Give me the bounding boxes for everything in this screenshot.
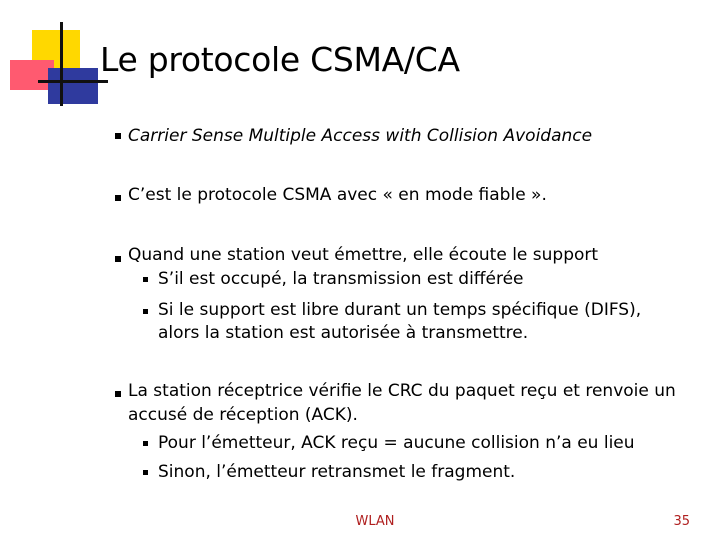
sub-bullet-icon — [143, 309, 148, 314]
bullet-icon — [115, 133, 121, 139]
bullet-1-text: Carrier Sense Multiple Access with Collision Avoidance — [128, 126, 593, 146]
page-number: 35 — [673, 514, 690, 529]
bullet-3-sub-2-line-2: alors la station est autorisée à transmettre. — [158, 323, 529, 343]
deco-horizontal-line — [38, 80, 108, 83]
bullet-icon — [115, 195, 121, 201]
footer-label: WLAN — [355, 514, 395, 529]
bullet-3-text: Quand une station veut émettre, elle écoute le support — [128, 245, 599, 265]
bullet-icon — [115, 256, 121, 262]
bullet-2-text: C’est le protocole CSMA avec « en mode fiable ». — [128, 185, 547, 205]
sub-bullet-icon — [143, 277, 148, 282]
bullet-4-sub-1-text: Pour l’émetteur, ACK reçu = aucune collision n’a eu lieu — [158, 433, 635, 453]
sub-bullet-icon — [143, 441, 148, 446]
deco-blue-square — [48, 68, 98, 104]
bullet-4-line-2: accusé de réception (ACK). — [128, 405, 358, 425]
bullet-4-line-1: La station réceptrice vérifie le CRC du paquet reçu et renvoie un — [128, 381, 676, 401]
bullet-3-sub-2-line-1: Si le support est libre durant un temps spécifique (DIFS), — [158, 300, 642, 320]
bullet-icon — [115, 391, 121, 397]
sub-bullet-icon — [143, 470, 148, 475]
bullet-4-sub-2-text: Sinon, l’émetteur retransmet le fragment. — [158, 462, 516, 482]
slide-title: Le protocole CSMA/CA — [100, 40, 460, 79]
deco-vertical-line — [60, 22, 63, 106]
bullet-3-sub-1-text: S’il est occupé, la transmission est différée — [158, 269, 524, 289]
